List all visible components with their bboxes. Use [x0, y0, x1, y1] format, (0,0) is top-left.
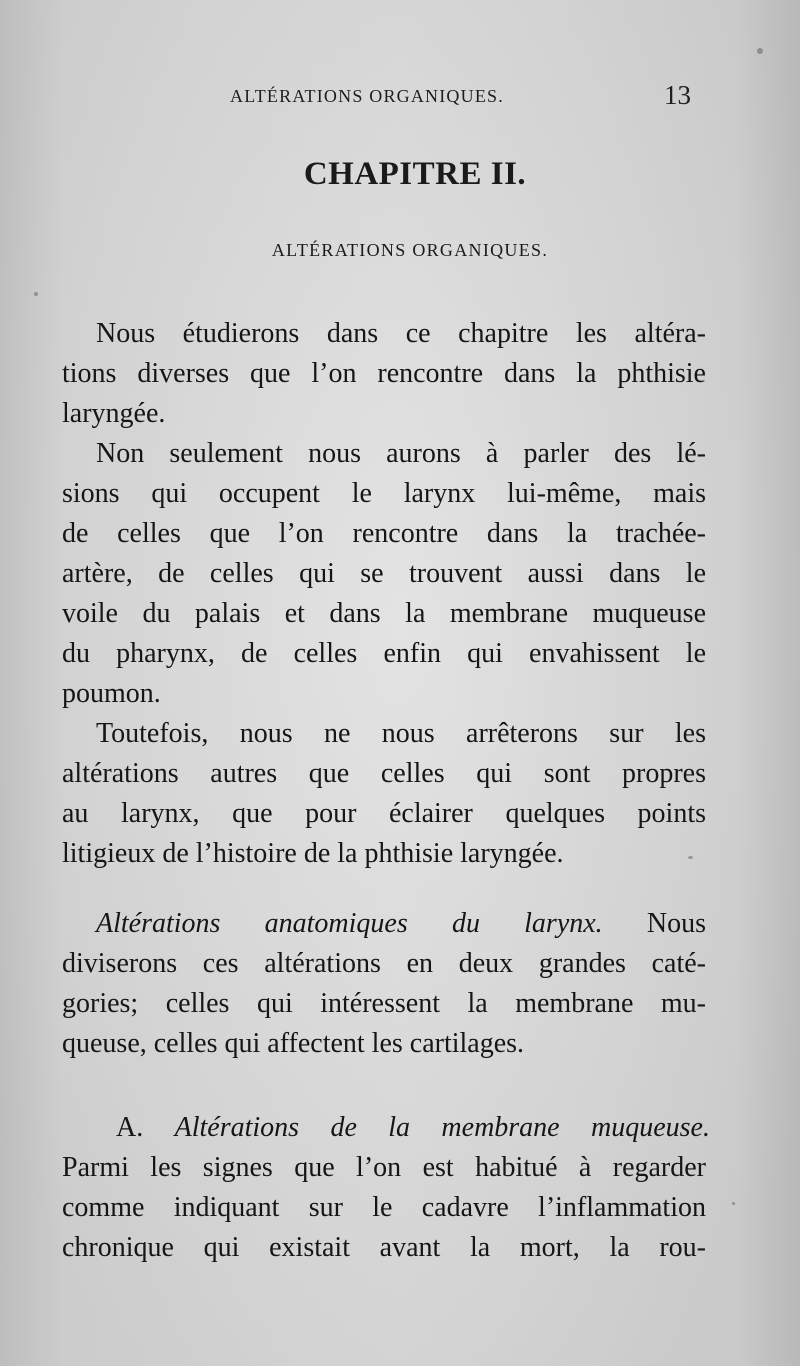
text-line: tions diverses que l’on rencontre dans la phthisie [62, 358, 706, 389]
text-line: artère, de celles qui se trouvent aussi dans le [62, 558, 706, 589]
text-line: du pharynx, de celles enfin qui envahissent le [62, 638, 706, 669]
text-line: diviserons ces altérations en deux grandes caté- [62, 948, 706, 979]
paper-speck [688, 856, 693, 859]
text-line: laryngée. [62, 398, 166, 429]
paper-speck [732, 1202, 735, 1205]
text-line: de celles que l’on rencontre dans la trachée- [62, 518, 706, 549]
section-italic: Altérations de la membrane muqueuse. [174, 1112, 710, 1143]
text-line: gories; celles qui intéressent la membrane mu- [62, 988, 706, 1019]
text-line: comme indiquant sur le cadavre l’inflammation [62, 1192, 706, 1223]
paper-speck [34, 292, 38, 296]
text-line: queuse, celles qui affectent les cartilages. [62, 1028, 525, 1059]
text-line: Non seulement nous aurons à parler des lé- [96, 438, 706, 469]
section-roman: Nous [602, 908, 707, 939]
text-line: voile du palais et dans la membrane muqueuse [62, 598, 706, 629]
text-line: Nous étudierons dans ce chapitre les altéra- [96, 318, 706, 349]
page-header [0, 80, 800, 110]
chapter-title: CHAPITRE II. [303, 156, 527, 192]
section-letter: A. [116, 1112, 175, 1143]
text-line: altérations autres que celles qui sont propres [62, 758, 706, 789]
chapter-subtitle: ALTÉRATIONS ORGANIQUES. [271, 240, 549, 260]
section-italic: Altérations anatomiques du larynx. [96, 908, 603, 939]
text-line: Parmi les signes que l’on est habitué à regarder [62, 1152, 706, 1183]
section-heading-anatomiques [96, 904, 706, 944]
text-line: poumon. [62, 678, 161, 709]
page-number: 13 [664, 80, 691, 110]
running-head: ALTÉRATIONS ORGANIQUES. [230, 86, 504, 106]
text-line: Toutefois, nous ne nous arrêterons sur les [96, 718, 706, 749]
section-heading-a [116, 1108, 710, 1148]
paper-speck [757, 48, 763, 54]
text-line: au larynx, que pour éclairer quelques points [62, 798, 706, 829]
text-line: sions qui occupent le larynx lui-même, mais [62, 478, 706, 509]
text-line: litigieux de l’histoire de la phthisie laryngée. [62, 838, 564, 869]
text-line: chronique qui existait avant la mort, la rou- [62, 1232, 706, 1263]
